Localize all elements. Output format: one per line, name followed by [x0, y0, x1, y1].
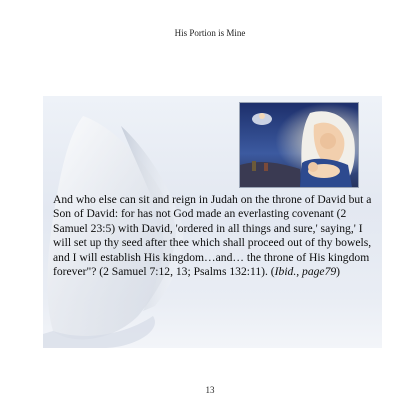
page-number: 13 [205, 385, 215, 395]
scripture-quote [53, 193, 377, 279]
citation: Ibid., page79 [274, 265, 337, 279]
quote-closing: ) [336, 265, 341, 279]
nativity-painting [239, 102, 359, 188]
slide-image [43, 96, 382, 348]
page-title: His Portion is Mine [174, 28, 246, 38]
quote-body: And who else can sit and reign in Judah on the throne of David but a Son of David: for has not God made an everlasting covenant (2 Samuel 23:5) with David, 'ordered in all things and sure,' saying,' I will set up thy seed after thee which shall proceed out of thy bowels, and I will establish His kingdom…and… the throne of His kingdom forever"? (2 Samuel 7:12, 13; Psalms 132:11). ( [53, 193, 372, 279]
